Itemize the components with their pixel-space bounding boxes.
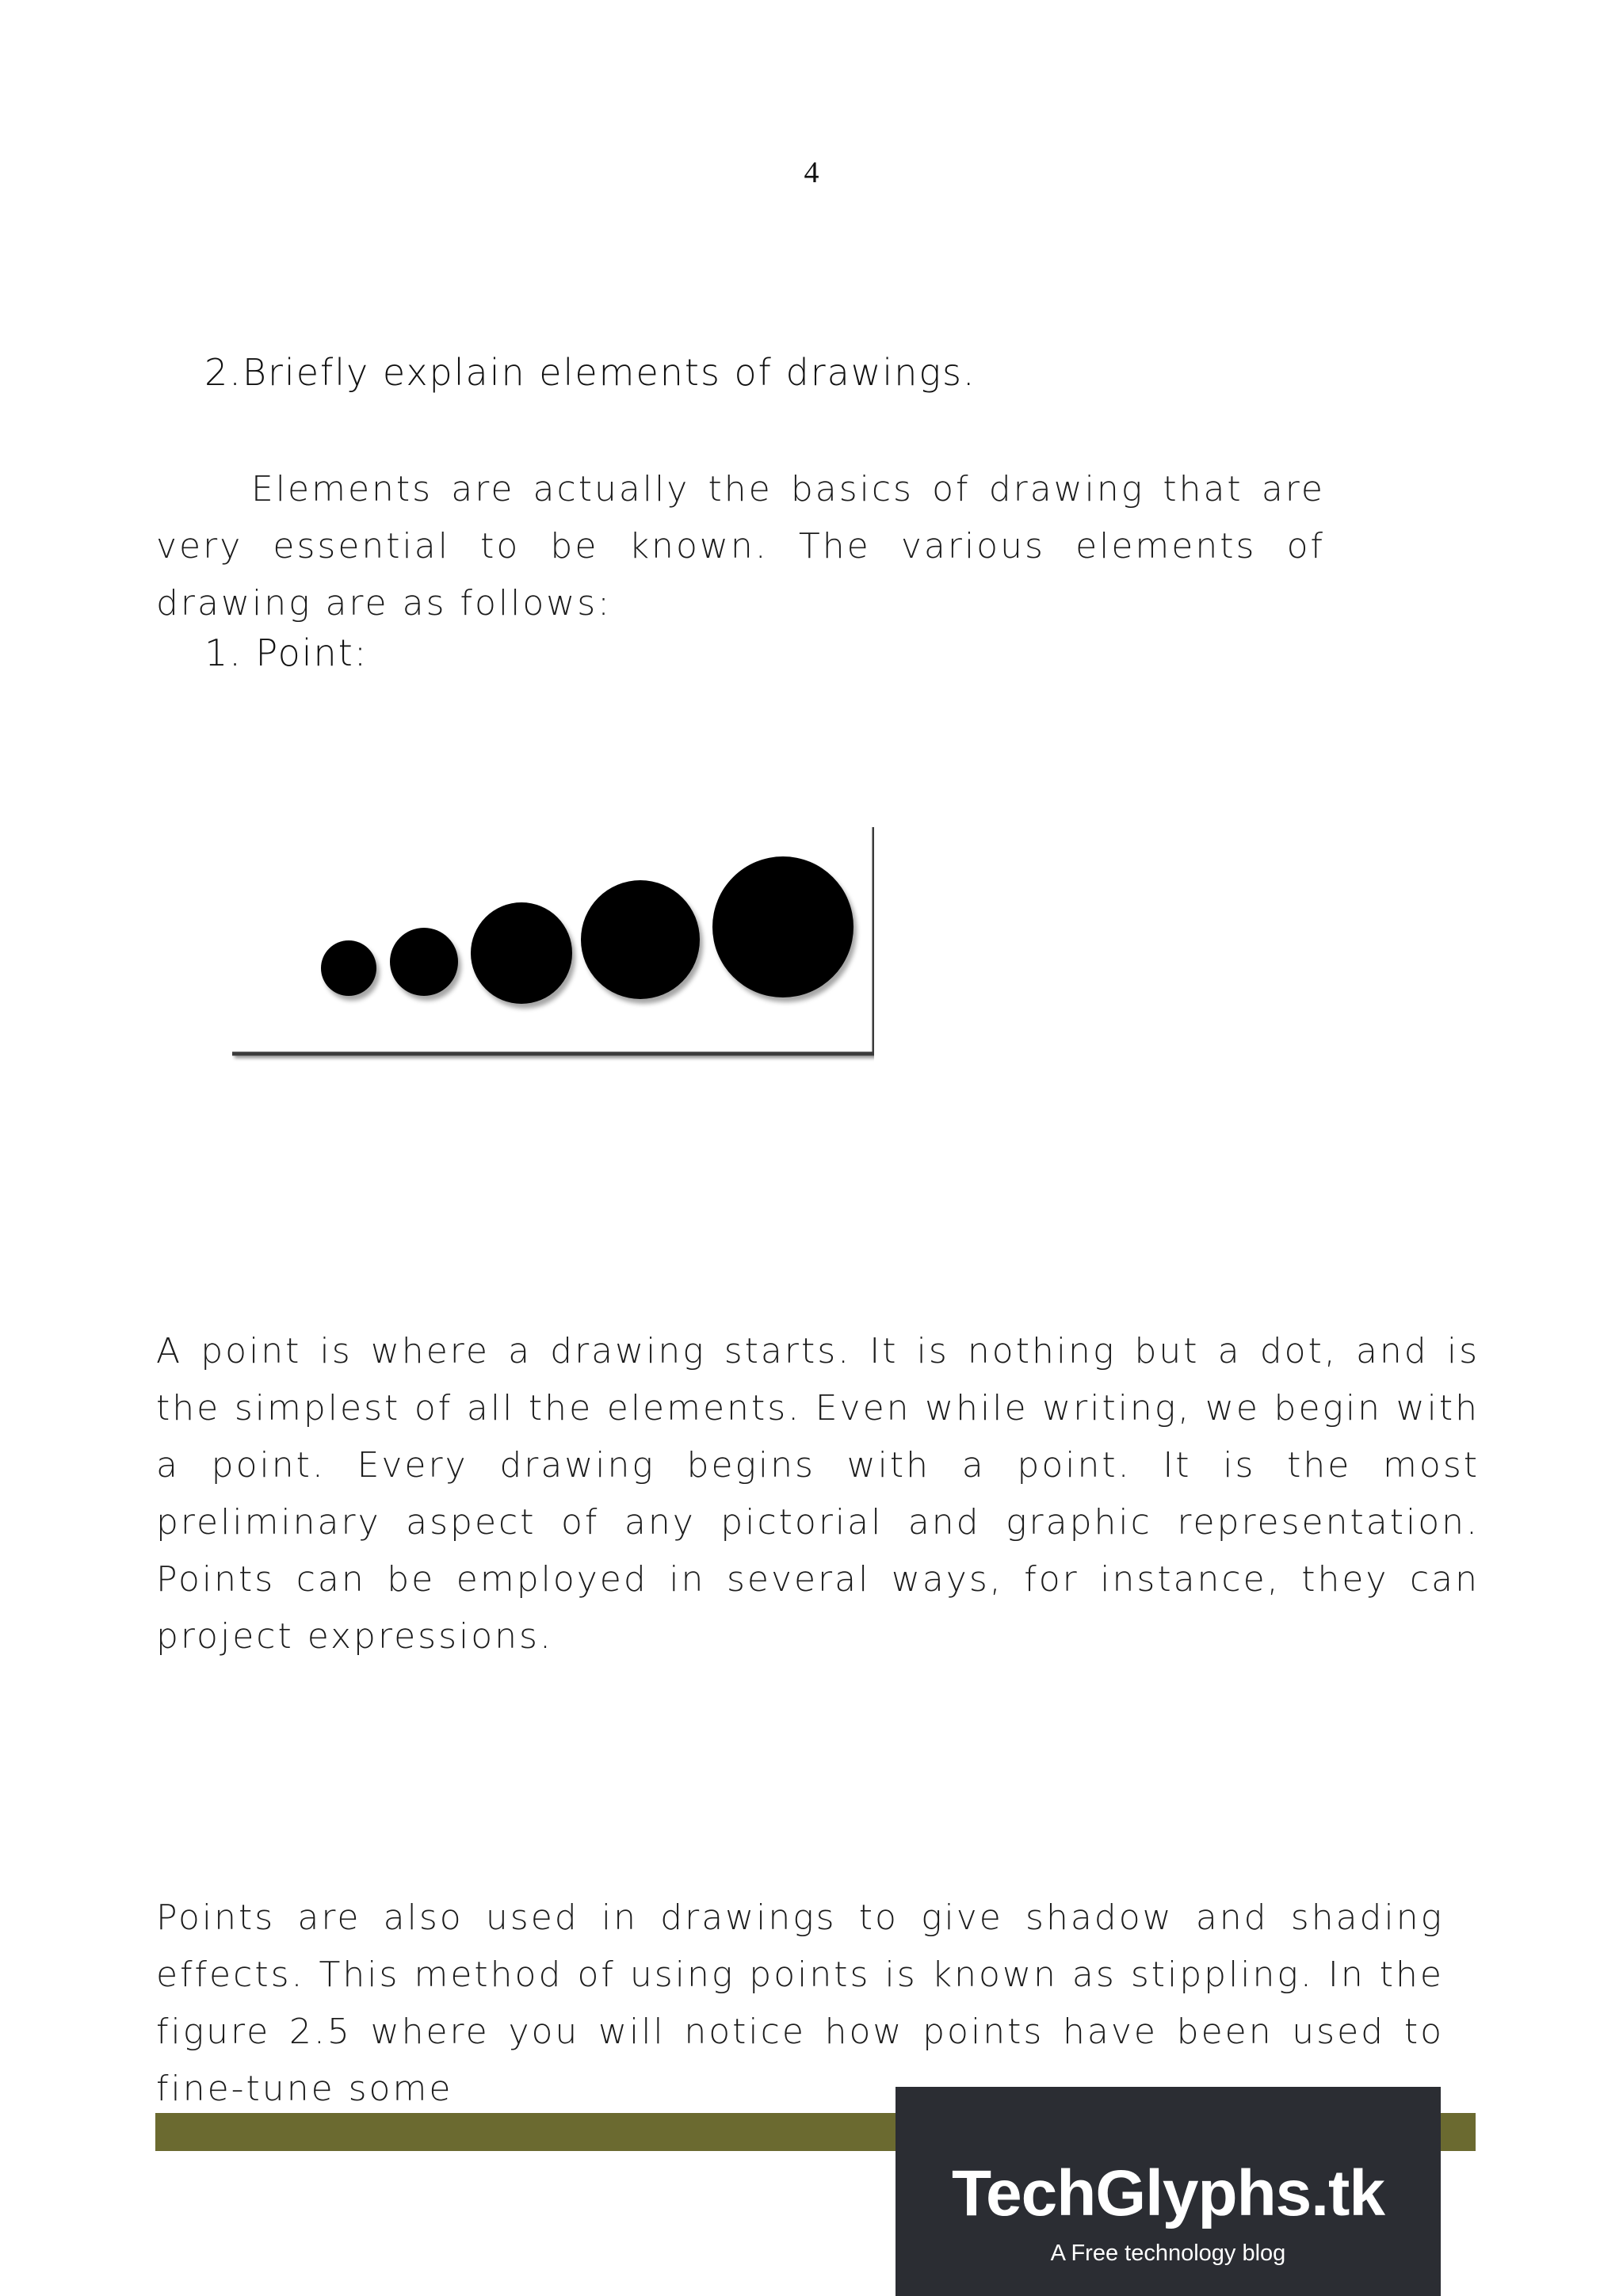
point-dot-3 — [471, 902, 572, 1004]
point-dot-4 — [581, 880, 700, 999]
stippling-paragraph: Points are also used in drawings to give shadow and shading effects. This method of using points is known as stippling. In the figure 2.5 where you will notice how points have been used to fine-tune some — [156, 1897, 1444, 2109]
watermark-banner[interactable] — [896, 2087, 1441, 2296]
page-number: 4 — [804, 156, 819, 189]
points-figure — [232, 824, 874, 1062]
intro-paragraph: Elements are actually the basics of drawing that are very essential to be known. The various elements of drawing are as follows: — [156, 469, 1325, 624]
point-dot-5 — [712, 856, 854, 997]
point-heading: 1. Point: — [204, 631, 369, 674]
question-heading: 2.Briefly explain elements of drawings. — [204, 351, 976, 394]
point-dot-2 — [390, 928, 458, 996]
point-dot-1 — [321, 940, 376, 996]
watermark-title: TechGlyphs.tk — [952, 2157, 1384, 2229]
watermark-subtitle: A Free technology blog — [1050, 2241, 1286, 2266]
point-description-paragraph: A point is where a drawing starts. It is nothing but a dot, and is the simplest of all the elements. Even while writing, we begin with a point. Every drawing begins with a point. It is the most preliminary aspect of any pictorial and graphic representation. Points can be employed in several ways, for instance, they can project expressions. — [156, 1331, 1480, 1657]
